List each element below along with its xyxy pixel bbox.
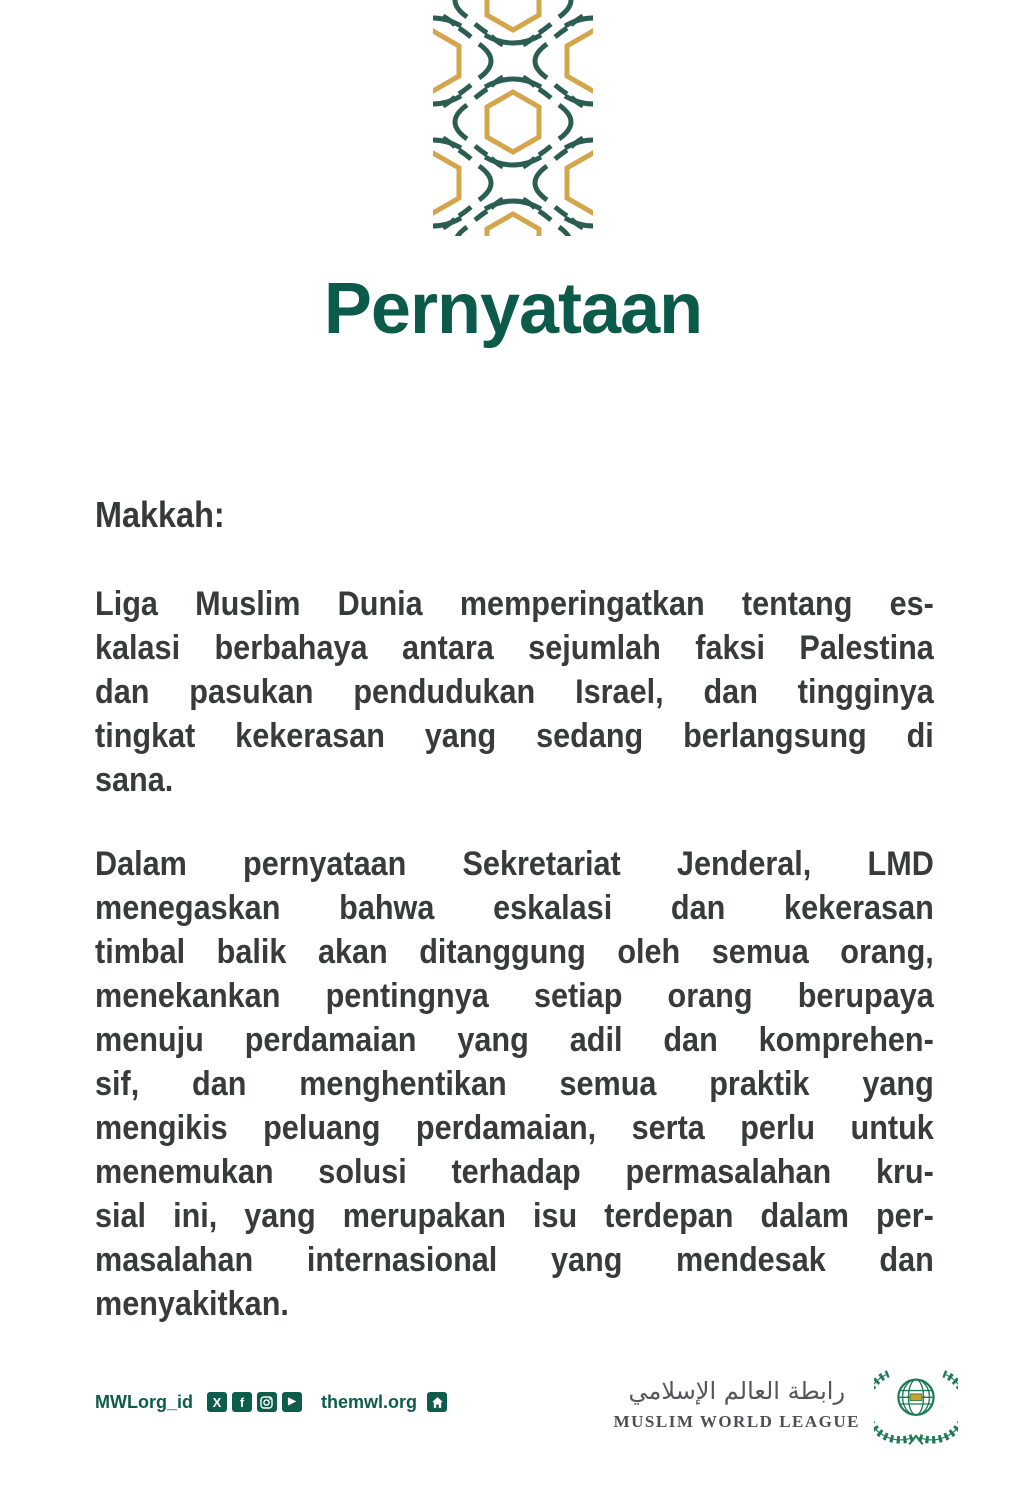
paragraph-line: mengikis peluang perdamaian, serta perlu untuk [95,1109,934,1147]
home-icon[interactable] [427,1392,447,1412]
x-twitter-icon[interactable]: X [207,1392,227,1412]
paragraph-line: menyakitkan. [95,1285,289,1323]
youtube-icon[interactable]: ▶ [282,1392,302,1412]
islamic-geometric-pattern [433,0,593,236]
paragraph-line: Liga Muslim Dunia memperingatkan tentang es- [95,585,934,623]
pattern-svg [433,0,593,236]
dateline: Makkah: [95,494,225,535]
paragraph-line: menemukan solusi terhadap permasalahan kru- [95,1153,934,1191]
footer-social-bar [95,1390,452,1414]
paragraph-line: menegaskan bahwa eskalasi dan kekerasan [95,889,934,927]
mwl-logo-latin: MUSLIM WORLD LEAGUE [613,1411,860,1431]
paragraph-line: sif, dan menghentikan semua praktik yang [95,1065,934,1103]
social-handle: MWLorg_id [95,1391,193,1412]
mwl-emblem-icon [874,1360,958,1448]
website-link[interactable]: themwl.org [320,1391,417,1412]
paragraph-line: dan pasukan pendudukan Israel, dan tingginya [95,673,934,711]
paragraph-line: sial ini, yang merupakan isu terdepan dalam per- [95,1197,934,1235]
paragraph-line: tingkat kekerasan yang sedang berlangsung di [95,717,934,755]
facebook-icon[interactable]: f [232,1392,252,1412]
paragraph-line: menekankan pentingnya setiap orang berupaya [95,977,934,1015]
paragraph-2 [95,842,934,1326]
paragraph-line: Dalam pernyataan Sekretariat Jenderal, LMD [95,845,934,883]
paragraph-line: sana. [95,761,174,799]
paragraph-line: masalahan internasional yang mendesak dan [95,1241,934,1279]
paragraph-line: timbal balik akan ditanggung oleh semua orang, [95,933,934,971]
mwl-logo-arabic: رابطة العالم الإسلامي [628,1377,846,1406]
paragraph-line: kalasi berbahaya antara sejumlah faksi Palestina [95,629,934,667]
mwl-logo [614,1360,958,1448]
page-title: Pernyataan [323,269,703,349]
instagram-icon[interactable] [257,1392,277,1412]
paragraph-1 [95,582,934,802]
paragraph-line: menuju perdamaian yang adil dan komprehen- [95,1021,934,1059]
